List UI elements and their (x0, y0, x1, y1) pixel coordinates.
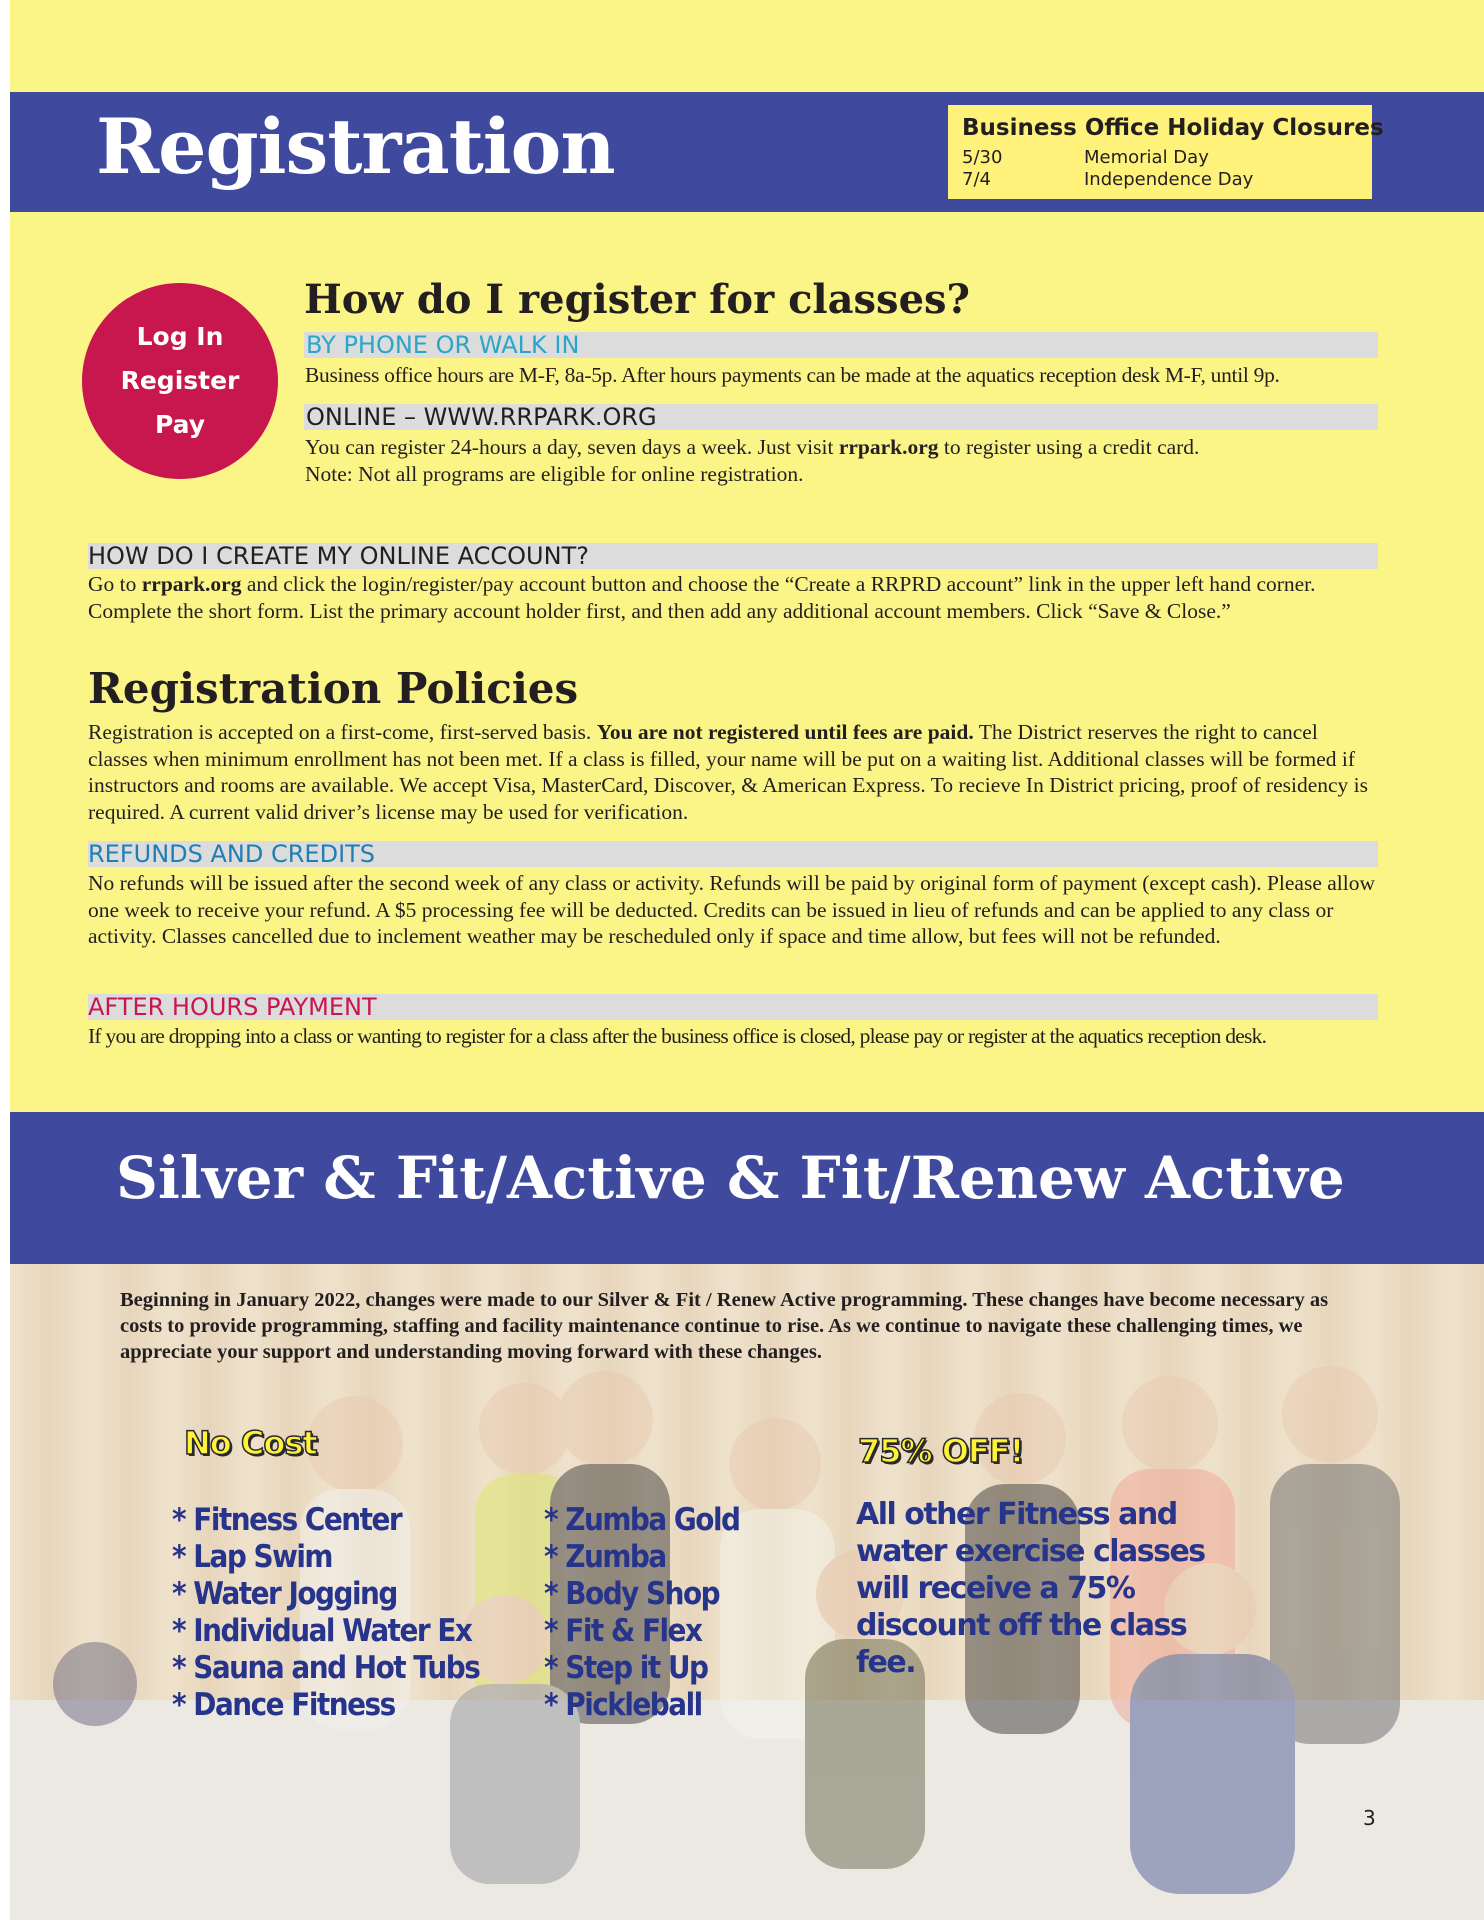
holiday-closure-row (962, 147, 1358, 169)
list-item: * Sauna and Hot Tubs (172, 1650, 480, 1686)
online-section-text (305, 434, 1385, 487)
list-item: * Lap Swim (172, 1539, 332, 1575)
online-note: Note: Not all programs are eligible for online registration. (305, 461, 804, 486)
list-item: * Body Shop (544, 1576, 720, 1612)
account-text-body: and click the login/register/pay account button and choose the “Create a RRPRD account” link in the upper left hand corner. Complete the short form. List the primary account holder first, and then add any additional account members. Click “Save & Close.” (88, 572, 1316, 623)
list-item: * Zumba (544, 1539, 666, 1575)
no-cost-list-b (544, 1502, 739, 1724)
discount-text: All other Fitness and water exercise classes will receive a 75% discount off the class fee. (856, 1497, 1205, 1680)
login-register-pay-badge[interactable] (82, 283, 278, 479)
after-hours-section-label: AFTER HOURS PAYMENT (88, 993, 377, 1021)
page-number: 3 (1363, 1806, 1376, 1830)
closure-name: Memorial Day (1084, 147, 1209, 168)
online-text-start: You can register 24-hours a day, seven days a week. Just visit (305, 435, 839, 459)
no-cost-label: No Cost (184, 1424, 317, 1462)
after-hours-section-text: If you are dropping into a class or wanting to register for a class after the business office is closed, please pay or register at the aquatics reception desk. (88, 1024, 1267, 1048)
badge-pay-label: Pay (154, 410, 206, 439)
account-section-text (88, 571, 1358, 624)
holiday-closure-row (962, 169, 1358, 191)
policies-text (88, 719, 1378, 825)
policies-text-end: The District reserves the right to cancel classes when minimum enrollment has not been met. If a class is filled, your name will be put on a waiting list. Additional classes will be formed if instructors and rooms are available. We accept Visa, MasterCard, Discover, & American Express. To recieve In District pricing, proof of residency is required. A current valid driver’s license may be used for verification. (88, 720, 1369, 824)
registration-policies-heading: Registration Policies (88, 664, 579, 713)
list-item: * Pickleball (544, 1687, 702, 1723)
no-cost-list-a (172, 1502, 479, 1724)
how-to-register-heading: How do I register for classes? (304, 276, 970, 323)
holiday-closures-title: Business Office Holiday Closures (962, 115, 1384, 141)
phone-section-label: BY PHONE OR WALK IN (306, 331, 580, 359)
policies-text-start: Registration is accepted on a first-come, first-served basis. (88, 720, 597, 744)
page-title: Registration (96, 102, 615, 191)
closure-date: 7/4 (962, 169, 991, 190)
online-section-label: ONLINE – WWW.RRPARK.ORG (306, 403, 657, 431)
list-item: * Individual Water Ex (172, 1613, 472, 1649)
rrpark-link[interactable]: rrpark.org (141, 572, 242, 596)
refunds-section-label: REFUNDS AND CREDITS (88, 840, 376, 868)
silver-fit-title: Silver & Fit/Active & Fit/Renew Active (116, 1144, 1345, 1212)
closure-date: 5/30 (962, 147, 1003, 168)
online-text-end: to register using a credit card. (938, 435, 1200, 459)
badge-login-label: Log In (136, 322, 224, 351)
account-text-start: Go to (88, 572, 142, 596)
list-item: * Dance Fitness (172, 1687, 395, 1723)
refunds-section-text: No refunds will be issued after the second week of any class or activity. Refunds will be paid by original form of payment (except cash). Please allow one week to receive your refund. A $5 processing fee will be deducted. Credits can be issued in lieu of refunds and can be applied to any class or activity. Classes cancelled due to inclement weather may be rescheduled only if space and time allow, but fees will not be refunded. (88, 871, 1376, 948)
list-item: * Step it Up (544, 1650, 708, 1686)
list-item: * Zumba Gold (544, 1502, 740, 1538)
list-item: * Water Jogging (172, 1576, 397, 1612)
discount-label: 75% OFF! (858, 1432, 1024, 1470)
policies-bold-note: You are not registered until fees are paid. (596, 720, 974, 744)
badge-register-label: Register (120, 366, 240, 395)
list-item: * Fit & Flex (544, 1613, 702, 1649)
page (10, 0, 1484, 1920)
silver-fit-intro: Beginning in January 2022, changes were made to our Silver & Fit / Renew Active programming. These changes have become necessary as costs to provide programming, staffing and facility maintenance continue to rise. As we continue to navigate these challenging times, we appreciate your support and understanding moving forward with these changes. (120, 1289, 1329, 1363)
phone-section-text: Business office hours are M-F, 8a-5p. After hours payments can be made at the aquatics reception desk M-F, until 9p. (305, 363, 1280, 387)
closure-name: Independence Day (1084, 169, 1254, 190)
list-item: * Fitness Center (172, 1502, 402, 1538)
rrpark-link[interactable]: rrpark.org (838, 435, 939, 459)
holiday-closures-box (948, 105, 1384, 199)
account-section-label: HOW DO I CREATE MY ONLINE ACCOUNT? (88, 542, 589, 570)
